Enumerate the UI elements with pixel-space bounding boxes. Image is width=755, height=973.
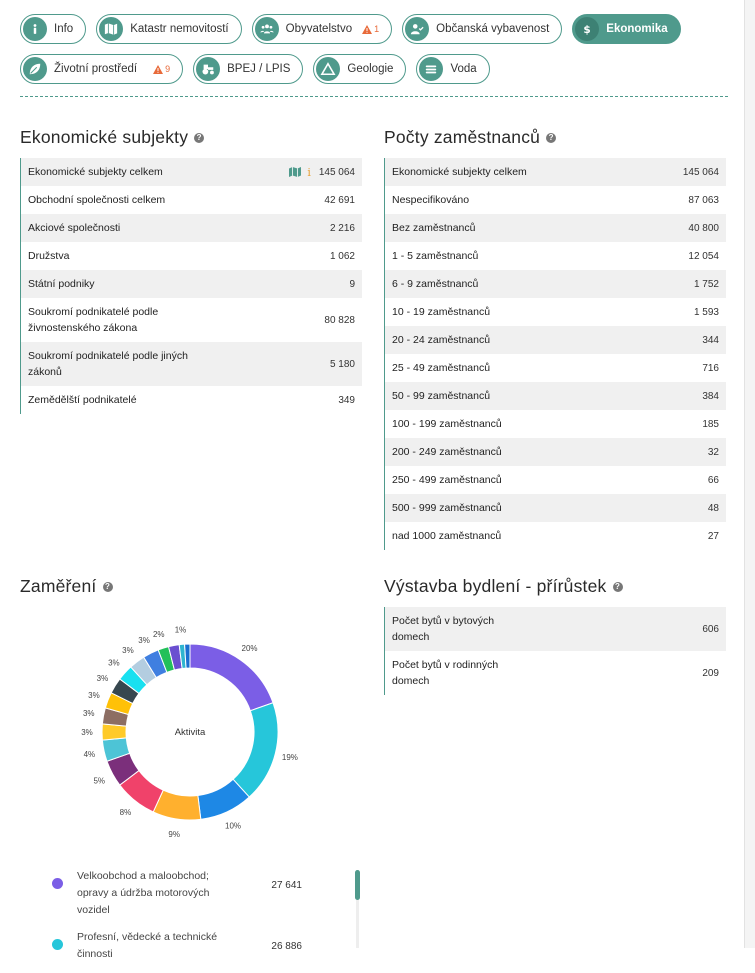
tab-label: Geologie (347, 63, 394, 75)
table-row: 500 - 999 zaměstnanců 48 (385, 494, 726, 522)
donut-slice-label: 4% (83, 750, 96, 760)
tab-obyvatelstvo[interactable] (252, 14, 393, 44)
tab-obcanska-vybavenost[interactable] (402, 14, 562, 44)
tab-label: BPEJ / LPIS (227, 63, 291, 75)
tab-label: Obyvatelstvo (285, 23, 353, 35)
legend-dot (52, 878, 63, 889)
donut-slice-label: 3% (122, 645, 134, 655)
subjects-table (20, 158, 362, 414)
donut-slice[interactable] (190, 644, 273, 711)
table-row: 50 - 99 zaměstnanců 384 (385, 382, 726, 410)
dollar-icon (575, 17, 599, 41)
donut-slice-label: 5% (93, 776, 106, 786)
focus-title: Zaměření ? (20, 576, 113, 597)
people-icon (255, 17, 279, 41)
table-row: Bez zaměstnanců 40 800 (385, 214, 726, 242)
donut-slice-label: 2% (152, 629, 165, 639)
table-row: Obchodní společnosti celkem 42 691 (28, 194, 355, 206)
table-row: 100 - 199 zaměstnanců 185 (392, 418, 719, 430)
table-row: Soukromí podnikatelé podle živnostenského zákona 80 828 (28, 306, 355, 334)
info-icon (23, 17, 47, 41)
tab-katastr[interactable] (96, 14, 241, 44)
tab-row-1 (20, 14, 730, 44)
tabs-divider (20, 96, 728, 97)
svg-text:$: $ (583, 23, 591, 36)
tab-info[interactable] (20, 14, 86, 44)
info-icon[interactable]: i (307, 165, 311, 179)
legend-dot (52, 939, 63, 950)
donut-slice-label: 3% (82, 709, 95, 719)
warning-badge: 1 (362, 24, 379, 34)
help-icon[interactable]: ? (546, 133, 556, 143)
warning-badge: 9 (153, 64, 170, 74)
legend-item[interactable]: Velkoobchod a maloobchod; opravy a údržba motorových vozidel 27 641 (52, 868, 332, 919)
tab-label: Ekonomika (606, 23, 668, 35)
housing-title: Výstavba bydlení - přírůstek ? (384, 576, 623, 597)
tab-row-2 (20, 54, 730, 84)
warning-icon (153, 65, 163, 74)
table-row: Nespecifikováno 87 063 (392, 194, 719, 206)
table-row: 25 - 49 zaměstnanců 716 (392, 362, 719, 374)
table-row: Zemědělští podnikatelé 349 (28, 394, 355, 406)
table-row: Ekonomické subjekty celkem i 145 064 (21, 158, 362, 186)
table-row: Ekonomické subjekty celkem 145 064 (385, 158, 726, 186)
water-icon (419, 57, 443, 81)
donut-slice-label: 3% (138, 635, 150, 645)
subjects-title: Ekonomické subjekty ? (20, 127, 204, 148)
tab-label: Životní prostředí (54, 63, 138, 75)
warning-icon (362, 25, 372, 34)
leaf-icon (23, 57, 47, 81)
donut-slice[interactable] (185, 644, 190, 668)
donut-slice-label: 1% (174, 625, 187, 635)
mountain-icon (316, 57, 340, 81)
table-row: 10 - 19 zaměstnanců 1 593 (392, 306, 719, 318)
donut-slice-label: 19% (281, 753, 298, 763)
tab-label: Voda (450, 63, 477, 75)
table-row: 20 - 24 zaměstnanců 344 (385, 326, 726, 354)
donut-slice-label: 20% (241, 643, 258, 653)
map-icon[interactable] (289, 167, 301, 177)
donut-slice[interactable] (102, 724, 126, 740)
table-row: Akciové společnosti 2 216 (21, 214, 362, 242)
map-icon (99, 17, 123, 41)
tab-label: Info (54, 23, 74, 35)
page-scrollbar[interactable] (745, 0, 755, 948)
tab-bpej-lpis[interactable] (193, 54, 303, 84)
tab-voda[interactable] (416, 54, 489, 84)
table-row: Družstva 1 062 (28, 250, 355, 262)
donut-slice-label: 9% (168, 829, 180, 839)
table-row: 1 - 5 zaměstnanců 12 054 (392, 250, 719, 262)
table-row: Soukromí podnikatelé podle jiných zákonů 5 180 (21, 342, 362, 386)
tab-zivotni-prostredi[interactable] (20, 54, 183, 84)
housing-table (384, 607, 726, 695)
donut-slice-label: 10% (225, 821, 242, 831)
activity-legend (52, 868, 332, 973)
tab-ekonomika[interactable] (572, 14, 680, 44)
donut-slice-label: 3% (81, 728, 93, 737)
table-row: 200 - 249 zaměstnanců 32 (385, 438, 726, 466)
table-row: Počet bytů v bytových domech 606 (385, 607, 726, 651)
legend-scroll-thumb[interactable] (355, 870, 360, 900)
tab-label: Katastr nemovitostí (130, 23, 229, 35)
legend-item[interactable]: Profesní, vědecké a technické činnosti 26 886 (52, 929, 332, 963)
help-icon[interactable]: ? (103, 582, 113, 592)
donut-center-label: Aktivita (174, 727, 206, 738)
donut-slice-label: 3% (108, 658, 120, 668)
table-row: Státní podniky 9 (21, 270, 362, 298)
donut-slice[interactable] (233, 703, 278, 797)
tab-label: Občanská vybavenost (436, 23, 550, 35)
tractor-icon (196, 57, 220, 81)
user-check-icon (405, 17, 429, 41)
category-tabs (20, 14, 730, 94)
tab-geologie[interactable] (313, 54, 406, 84)
donut-slice-label: 8% (119, 808, 132, 818)
table-row: nad 1000 zaměstnanců 27 (392, 530, 719, 542)
help-icon[interactable]: ? (194, 133, 204, 143)
employees-table (384, 158, 726, 550)
help-icon[interactable]: ? (613, 582, 623, 592)
donut-slice-label: 3% (96, 673, 109, 683)
table-row: 6 - 9 zaměstnanců 1 752 (385, 270, 726, 298)
table-row: Počet bytů v rodinných domech 209 (392, 659, 719, 687)
table-row: 250 - 499 zaměstnanců 66 (392, 474, 719, 486)
employees-title: Počty zaměstnanců ? (384, 127, 556, 148)
donut-slice-label: 3% (88, 690, 100, 700)
